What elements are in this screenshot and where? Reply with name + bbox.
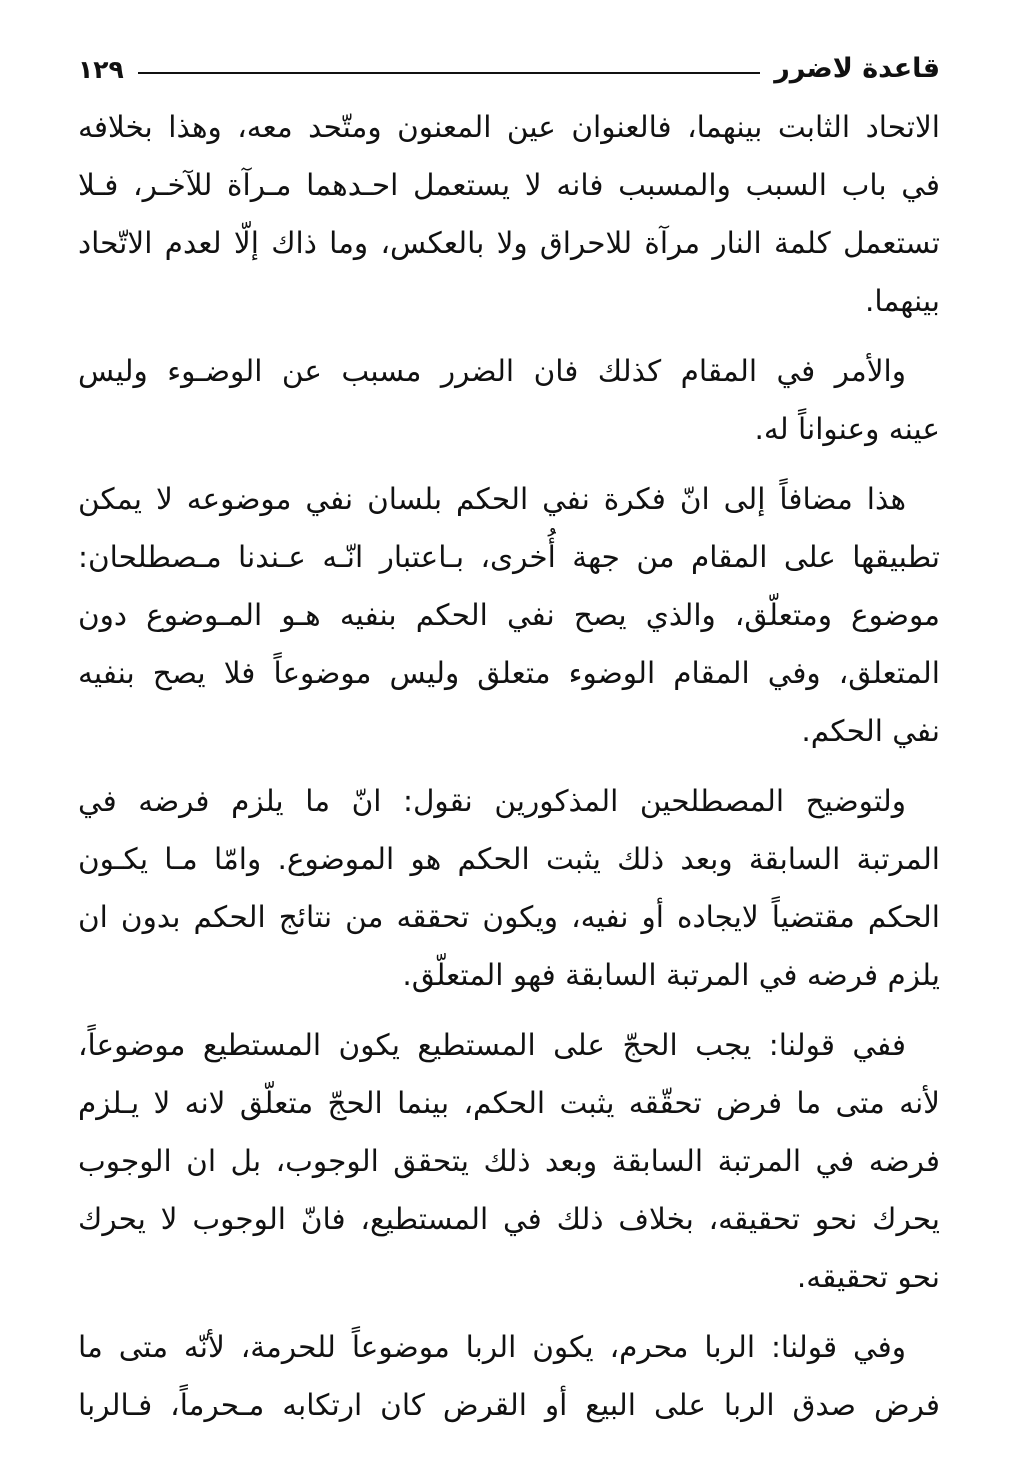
text-line: والأمر في المقام كذلك فان الضرر مسبب عن الوضـوء وليس	[78, 354, 906, 388]
text-line: المتعلق، وفي المقام الوضوء متعلق وليس موضوعاً فلا يصح بنفيه	[78, 656, 940, 690]
running-title: قاعدة لاضرر	[774, 53, 940, 84]
book-page	[78, 30, 940, 1450]
paragraph-6	[78, 1318, 940, 1434]
text-line: تطبيقها على المقام من جهة أُخرى، بـاعتبار انّـه عـندنا مـصطلحان:	[78, 540, 940, 574]
text-line: بينهما.	[864, 284, 940, 318]
text-line: في باب السبب والمسبب فانه لا يستعمل احـدهما مـرآة للآخـر، فـلا	[78, 168, 940, 202]
text-line: لأنه متى ما فرض تحقّقه يثبت الحكم، بينما الحجّ متعلّق لانه لا يـلزم	[78, 1086, 940, 1120]
text-line: ففي قولنا: يجب الحجّ على المستطيع يكون المستطيع موضوعاً،	[78, 1028, 906, 1062]
header-rule	[138, 72, 760, 74]
page-header	[78, 30, 940, 88]
text-line: نحو تحقيقه.	[796, 1260, 940, 1294]
text-line: الحكم مقتضياً لايجاده أو نفيه، ويكون تحققه من نتائج الحكم بدون ان	[78, 900, 940, 934]
text-line: الاتحاد الثابت بينهما، فالعنوان عين المعنون ومتّحد معه، وهذا بخلافه	[78, 110, 940, 144]
body-text	[78, 98, 940, 1434]
paragraph-3	[78, 470, 940, 760]
text-line: تستعمل كلمة النار مرآة للاحراق ولا بالعكس، وما ذاك إلّا لعدم الاتّحاد	[78, 226, 940, 260]
text-line: نفي الحكم.	[801, 714, 940, 748]
paragraph-4	[78, 772, 940, 1004]
text-line: المرتبة السابقة وبعد ذلك يثبت الحكم هو الموضوع. وامّا مـا يكـون	[78, 842, 940, 876]
paragraph-2	[78, 342, 940, 458]
text-line: موضوع ومتعلّق، والذي يصح نفي الحكم بنفيه هـو المـوضوع دون	[78, 598, 940, 632]
text-line: ولتوضيح المصطلحين المذكورين نقول: انّ ما يلزم فرضه في	[78, 784, 906, 818]
text-line: فرضه في المرتبة السابقة وبعد ذلك يتحقق الوجوب، بل ان الوجوب	[78, 1144, 940, 1178]
text-line: يلزم فرضه في المرتبة السابقة فهو المتعلّق.	[402, 958, 940, 992]
text-line: هذا مضافاً إلى انّ فكرة نفي الحكم بلسان نفي موضوعه لا يمكن	[78, 482, 906, 516]
text-line: فرض صدق الربا على البيع أو القرض كان ارتكابه مـحرماً، فـالربا	[78, 1388, 940, 1422]
text-line: يحرك نحو تحقيقه، بخلاف ذلك في المستطيع، فانّ الوجوب لا يحرك	[78, 1202, 940, 1236]
page-number: ١٢٩	[78, 55, 124, 84]
text-line: وفي قولنا: الربا محرم، يكون الربا موضوعاً للحرمة، لأنّه متى ما	[78, 1330, 906, 1364]
text-line: عينه وعنواناً له.	[754, 412, 940, 446]
paragraph-5	[78, 1016, 940, 1306]
paragraph-1	[78, 98, 940, 330]
